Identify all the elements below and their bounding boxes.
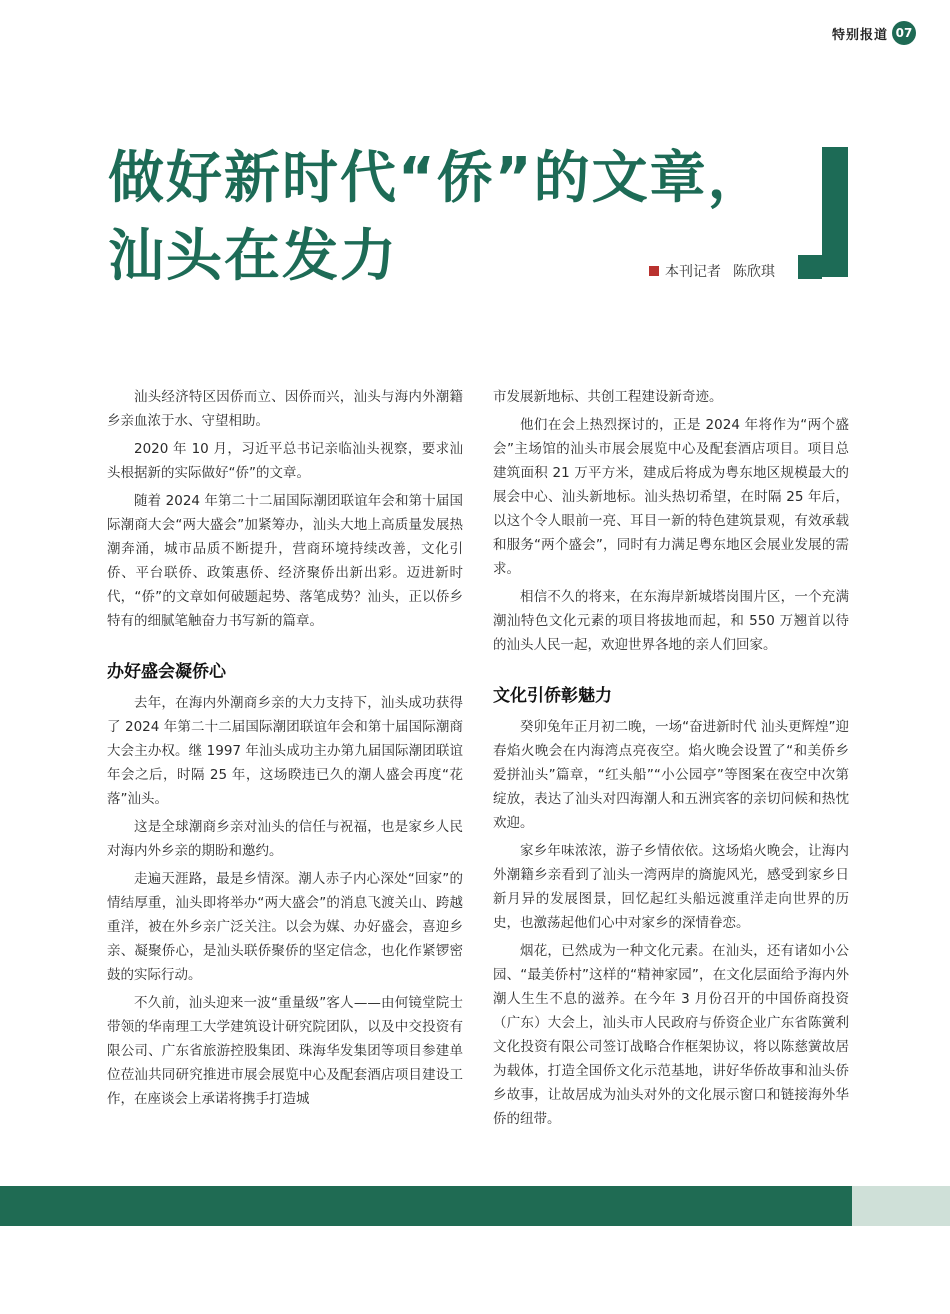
decorative-bar bbox=[822, 147, 848, 277]
body-paragraph: 去年，在海内外潮商乡亲的大力支持下，汕头成功获得了 2024 年第二十二届国际潮团联谊年会和第十届国际潮商大会主办权。继 1997 年汕头成功主办第九届国际潮团联谊年会之后，时隔 25 年，这场睽违已久的潮人盛会再度“花落”汕头。 bbox=[107, 695, 463, 807]
headline-line-1: 做好新时代“侨”的文章， bbox=[108, 146, 766, 211]
body-paragraph: 这是全球潮商乡亲对汕头的信任与祝福，也是家乡人民对海内外乡亲的期盼和邀约。 bbox=[107, 819, 463, 859]
byline-marker-icon bbox=[649, 266, 659, 276]
body-paragraph: 不久前，汕头迎来一波“重量级”客人——由何镜堂院士带领的华南理工大学建筑设计研究院团队，以及中交投资有限公司、广东省旅游控股集团、珠海华发集团等项目参建单位莅汕共同研究推进市展会展览中心及配套酒店项目建设工作，在座谈会上承诺将携手打造城 bbox=[107, 995, 463, 1107]
left-column bbox=[107, 385, 463, 1115]
decorative-square bbox=[798, 255, 822, 279]
body-paragraph-continued: 市发展新地标、共创工程建设新奇迹。 bbox=[493, 389, 723, 405]
headline-line-2: 汕头在发力 bbox=[108, 224, 398, 289]
body-paragraph: 家乡年味浓浓，游子乡情依依。这场焰火晚会，让海内外潮籍乡亲看到了汕头一湾两岸的旖旎风光，感受到家乡日新月异的发展图景，回忆起红头船远渡重洋走向世界的历史，也激荡起他们心中对家乡的深情眷恋。 bbox=[493, 843, 849, 931]
footer-band-accent bbox=[852, 1186, 950, 1226]
page-number-badge: 07 bbox=[892, 21, 916, 45]
body-paragraph: 汕头经济特区因侨而立、因侨而兴，汕头与海内外潮籍乡亲血浓于水、守望相助。 bbox=[107, 389, 463, 429]
byline bbox=[649, 261, 775, 281]
section-heading: 办好盛会凝侨心 bbox=[107, 662, 226, 682]
body-paragraph: 烟花，已然成为一种文化元素。在汕头，还有诸如小公园、“最美侨村”这样的“精神家园”，在文化层面给予海内外潮人生生不息的滋养。在今年 3 月份召开的中国侨商投资（广东）大会上，汕头市人民政府与侨资企业广东省陈黉利文化投资有限公司签订战略合作框架协议，将以陈慈黉故居为载体，打造全国侨文化示范基地，讲好华侨故事和汕头侨乡故事，让故居成为汕头对外的文化展示窗口和链接海外华侨的纽带。 bbox=[493, 943, 849, 1127]
byline-role: 本刊记者 bbox=[665, 264, 721, 280]
right-column bbox=[493, 385, 849, 1135]
body-paragraph: 癸卯兔年正月初二晚，一场“奋进新时代 汕头更辉煌”迎春焰火晚会在内海湾点亮夜空。焰火晚会设置了“和美侨乡 爱拼汕头”篇章，“红头船”“小公园亭”等图案在夜空中次第绽放，表达了汕头对四海潮人和五洲宾客的亲切问候和热忱欢迎。 bbox=[493, 719, 849, 831]
body-paragraph: 相信不久的将来，在东海岸新城塔岗围片区，一个充满潮汕特色文化元素的项目将拔地而起，和 550 万翘首以待的汕头人民一起，欢迎世界各地的亲人们回家。 bbox=[493, 589, 849, 653]
section-label: 特别报道 bbox=[831, 27, 888, 43]
footer-band bbox=[0, 1186, 852, 1226]
page-header bbox=[832, 20, 916, 46]
body-paragraph: 走遍天涯路，最是乡情深。潮人赤子内心深处“回家”的情结厚重，汕头即将举办“两大盛会”的消息飞渡关山、跨越重洋，被在外乡亲广泛关注。以会为媒、办好盛会，喜迎乡亲、凝聚侨心，是汕头联侨聚侨的坚定信念，也化作紧锣密鼓的实际行动。 bbox=[107, 871, 463, 983]
body-paragraph: 2020 年 10 月，习近平总书记亲临汕头视察，要求汕头根据新的实际做好“侨”的文章。 bbox=[107, 441, 463, 481]
section-heading: 文化引侨彰魅力 bbox=[493, 686, 612, 706]
body-paragraph: 随着 2024 年第二十二届国际潮团联谊年会和第十届国际潮商大会“两大盛会”加紧筹办，汕头大地上高质量发展热潮奔涌，城市品质不断提升，营商环境持续改善，文化引侨、平台联侨、政策惠侨、经济聚侨出新出彩。迈进新时代，“侨”的文章如何破题起势、落笔成势？汕头，正以侨乡特有的细腻笔触奋力书写新的篇章。 bbox=[107, 493, 463, 629]
byline-author: 陈欣琪 bbox=[733, 264, 775, 280]
body-paragraph: 他们在会上热烈探讨的，正是 2024 年将作为“两个盛会”主场馆的汕头市展会展览中心及配套酒店项目。项目总建筑面积 21 万平方米，建成后将成为粤东地区规模最大的展会中心、汕头新地标。汕头热切希望，在时隔 25 年后，以这个令人眼前一亮、耳目一新的特色建筑景观，有效承载和服务“两个盛会”，同时有力满足粤东地区会展业发展的需求。 bbox=[493, 417, 849, 577]
